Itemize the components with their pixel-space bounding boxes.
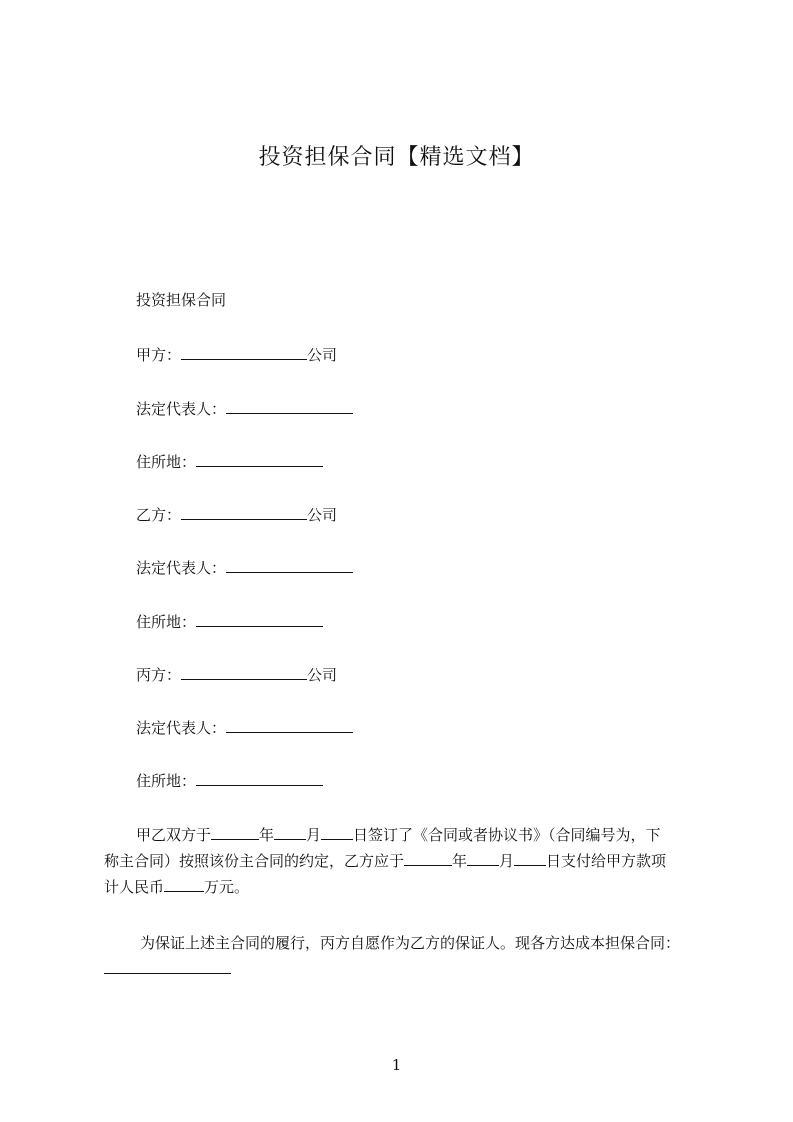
agreement-paragraph <box>104 822 709 900</box>
party-a-suffix: 公司 <box>307 346 338 364</box>
contract-subtitle: 投资担保合同 <box>136 291 227 309</box>
party-c-addr-line <box>136 770 323 791</box>
party-b-blank[interactable] <box>181 504 307 520</box>
pay-year-blank[interactable] <box>404 850 452 866</box>
party-c-label: 丙方： <box>136 666 182 684</box>
paragraph-row-2: 称主合同）按照该份主合同的约定，乙方应于 年 月 日支付给甲方款项 <box>104 852 667 870</box>
pay-month-blank[interactable] <box>467 850 499 866</box>
party-b-line <box>136 504 337 525</box>
guarantee-paragraph <box>104 930 709 982</box>
sign-month-blank[interactable] <box>274 824 306 840</box>
amount-blank[interactable] <box>164 876 204 892</box>
party-c-blank[interactable] <box>181 664 307 680</box>
party-b-rep-blank[interactable] <box>226 557 353 573</box>
party-b-addr-blank[interactable] <box>196 611 323 627</box>
party-a-addr-line <box>136 451 323 472</box>
guarantee-blank[interactable] <box>104 958 231 974</box>
document-title: 投资担保合同【精选文档】 <box>258 145 535 170</box>
party-a-label: 甲方： <box>136 346 182 364</box>
party-b-rep-label: 法定代表人： <box>136 559 227 577</box>
guarantee-row-1: 为保证上述主合同的履行，丙方自愿作为乙方的保证人。现各方达成本担保合同： <box>140 934 681 952</box>
party-b-suffix: 公司 <box>307 506 338 524</box>
sign-day-blank[interactable] <box>321 824 353 840</box>
party-c-suffix: 公司 <box>307 666 338 684</box>
paragraph-row-3: 计人民币 万元。 <box>104 878 250 896</box>
page-number: 1 <box>391 1056 402 1074</box>
paragraph-row-1: 甲乙双方于 年 月 日签订了《合同或者协议书》（合同编号为，下 <box>136 826 661 844</box>
party-b-label: 乙方： <box>136 506 182 524</box>
party-c-line <box>136 664 337 685</box>
party-a-addr-blank[interactable] <box>196 451 323 467</box>
party-a-line <box>136 344 337 365</box>
party-a-rep-line <box>136 398 353 419</box>
party-c-rep-blank[interactable] <box>226 717 353 733</box>
party-a-blank[interactable] <box>181 344 307 360</box>
party-a-rep-label: 法定代表人： <box>136 400 227 418</box>
party-c-addr-label: 住所地： <box>136 772 197 790</box>
party-b-addr-label: 住所地： <box>136 613 197 631</box>
sign-year-blank[interactable] <box>211 824 259 840</box>
party-c-rep-line <box>136 717 353 738</box>
party-b-rep-line <box>136 557 353 578</box>
party-b-addr-line <box>136 611 323 632</box>
party-c-addr-blank[interactable] <box>196 770 323 786</box>
party-a-addr-label: 住所地： <box>136 453 197 471</box>
pay-day-blank[interactable] <box>514 850 546 866</box>
guarantee-row-2 <box>104 956 709 982</box>
party-c-rep-label: 法定代表人： <box>136 719 227 737</box>
party-a-rep-blank[interactable] <box>226 398 353 414</box>
